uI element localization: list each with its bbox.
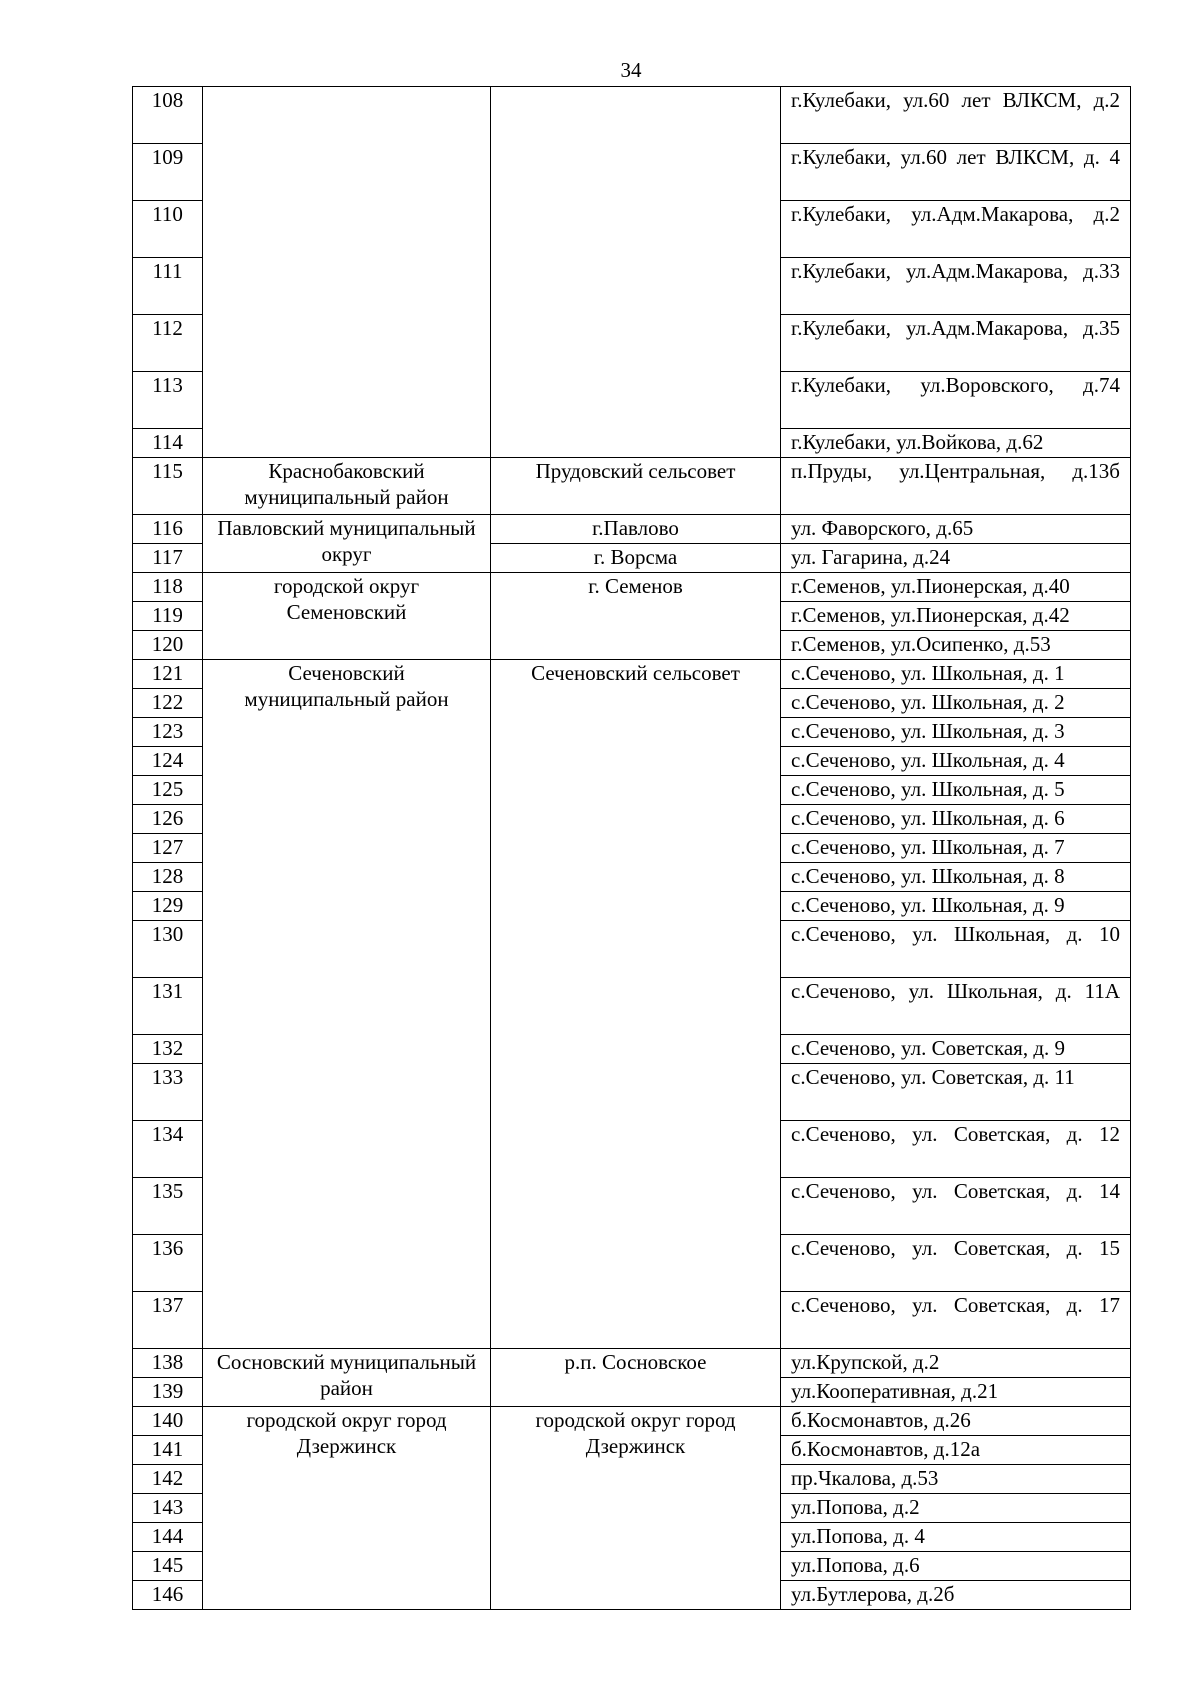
address-cell: с.Сеченово, ул. Школьная, д. 11А xyxy=(781,978,1131,1035)
address-cell: с.Сеченово, ул. Школьная, д. 10 xyxy=(781,921,1131,978)
row-number: 108 xyxy=(133,87,203,144)
row-number: 120 xyxy=(133,631,203,660)
row-number: 130 xyxy=(133,921,203,978)
address-cell: г.Семенов, ул.Пионерская, д.40 xyxy=(781,573,1131,602)
address-cell: г.Семенов, ул.Пионерская, д.42 xyxy=(781,602,1131,631)
table-row xyxy=(133,87,1131,144)
address-cell: ул. Фаворского, д.65 xyxy=(781,515,1131,544)
table-row xyxy=(133,515,1131,544)
row-number: 139 xyxy=(133,1378,203,1407)
row-number: 124 xyxy=(133,747,203,776)
settlement-cell-kulebaki xyxy=(491,87,781,458)
address-cell: ул.Крупской, д.2 xyxy=(781,1349,1131,1378)
row-number: 127 xyxy=(133,834,203,863)
table-row xyxy=(133,573,1131,602)
address-cell: с.Сеченово, ул. Школьная, д. 7 xyxy=(781,834,1131,863)
row-number: 133 xyxy=(133,1064,203,1121)
row-number: 115 xyxy=(133,458,203,515)
polling-addresses-table xyxy=(132,86,1131,1610)
address-cell: с.Сеченово, ул. Школьная, д. 2 xyxy=(781,689,1131,718)
row-number: 134 xyxy=(133,1121,203,1178)
row-number: 140 xyxy=(133,1407,203,1436)
table-row xyxy=(133,660,1131,689)
address-cell: с.Сеченово, ул. Советская, д. 11 xyxy=(781,1064,1131,1121)
address-cell: с.Сеченово, ул. Советская, д. 9 xyxy=(781,1035,1131,1064)
address-cell: с.Сеченово, ул. Школьная, д. 5 xyxy=(781,776,1131,805)
row-number: 118 xyxy=(133,573,203,602)
address-cell: б.Космонавтов, д.26 xyxy=(781,1407,1131,1436)
row-number: 141 xyxy=(133,1436,203,1465)
address-cell: г.Кулебаки, ул.Адм.Макарова, д.35 xyxy=(781,315,1131,372)
address-cell: с.Сеченово, ул. Школьная, д. 9 xyxy=(781,892,1131,921)
address-cell: г.Кулебаки, ул.Адм.Макарова, д.2 xyxy=(781,201,1131,258)
address-cell: ул.Кооперативная, д.21 xyxy=(781,1378,1131,1407)
page-number: 34 xyxy=(620,58,642,82)
row-number: 125 xyxy=(133,776,203,805)
row-number: 128 xyxy=(133,863,203,892)
settlement-cell-pavlovsky-2: г. Ворсма xyxy=(491,544,781,573)
row-number: 123 xyxy=(133,718,203,747)
district-cell-pavlovsky: Павловский муниципальный округ xyxy=(203,515,491,573)
row-number: 113 xyxy=(133,372,203,429)
address-cell: с.Сеченово, ул. Школьная, д. 8 xyxy=(781,863,1131,892)
address-cell: ул. Гагарина, д.24 xyxy=(781,544,1131,573)
table-row xyxy=(133,1349,1131,1378)
row-number: 112 xyxy=(133,315,203,372)
settlement-cell-krasnobakovsky: Прудовский сельсовет xyxy=(491,458,781,515)
address-cell: с.Сеченово, ул. Советская, д. 17 xyxy=(781,1292,1131,1349)
settlement-cell-dzerzhinsk: городской округ город Дзержинск xyxy=(491,1407,781,1610)
address-cell: б.Космонавтов, д.12а xyxy=(781,1436,1131,1465)
address-cell: г.Семенов, ул.Осипенко, д.53 xyxy=(781,631,1131,660)
row-number: 110 xyxy=(133,201,203,258)
address-cell: с.Сеченово, ул. Школьная, д. 6 xyxy=(781,805,1131,834)
row-number: 111 xyxy=(133,258,203,315)
address-cell: г.Кулебаки, ул.Войкова, д.62 xyxy=(781,429,1131,458)
address-cell: г.Кулебаки, ул.Воровского, д.74 xyxy=(781,372,1131,429)
address-cell: с.Сеченово, ул. Школьная, д. 4 xyxy=(781,747,1131,776)
address-cell: п.Пруды, ул.Центральная, д.13б xyxy=(781,458,1131,515)
settlement-cell-semenovsky: г. Семенов xyxy=(491,573,781,660)
district-cell-krasnobakovsky: Краснобаковский муниципальный район xyxy=(203,458,491,515)
address-cell: ул.Попова, д.2 xyxy=(781,1494,1131,1523)
address-cell: ул.Попова, д. 4 xyxy=(781,1523,1131,1552)
district-cell-dzerzhinsk: городской округ город Дзержинск xyxy=(203,1407,491,1610)
district-cell-sechenovsky: Сеченовский муниципальный район xyxy=(203,660,491,1349)
row-number: 119 xyxy=(133,602,203,631)
district-cell-kulebaki xyxy=(203,87,491,458)
address-cell: пр.Чкалова, д.53 xyxy=(781,1465,1131,1494)
address-cell: с.Сеченово, ул. Советская, д. 12 xyxy=(781,1121,1131,1178)
row-number: 117 xyxy=(133,544,203,573)
address-cell: с.Сеченово, ул. Школьная, д. 3 xyxy=(781,718,1131,747)
row-number: 109 xyxy=(133,144,203,201)
address-cell: с.Сеченово, ул. Советская, д. 14 xyxy=(781,1178,1131,1235)
settlement-cell-sosnovsky: р.п. Сосновское xyxy=(491,1349,781,1407)
row-number: 129 xyxy=(133,892,203,921)
address-cell: с.Сеченово, ул. Школьная, д. 1 xyxy=(781,660,1131,689)
settlement-cell-pavlovsky: г.Павлово xyxy=(491,515,781,544)
row-number: 138 xyxy=(133,1349,203,1378)
address-cell: г.Кулебаки, ул.60 лет ВЛКСМ, д. 4 xyxy=(781,144,1131,201)
table-row xyxy=(133,1407,1131,1436)
address-cell: г.Кулебаки, ул.Адм.Макарова, д.33 xyxy=(781,258,1131,315)
row-number: 114 xyxy=(133,429,203,458)
address-cell: с.Сеченово, ул. Советская, д. 15 xyxy=(781,1235,1131,1292)
row-number: 146 xyxy=(133,1581,203,1610)
row-number: 144 xyxy=(133,1523,203,1552)
row-number: 137 xyxy=(133,1292,203,1349)
settlement-cell-sechenovsky: Сеченовский сельсовет xyxy=(491,660,781,1349)
row-number: 142 xyxy=(133,1465,203,1494)
row-number: 131 xyxy=(133,978,203,1035)
row-number: 126 xyxy=(133,805,203,834)
row-number: 145 xyxy=(133,1552,203,1581)
row-number: 136 xyxy=(133,1235,203,1292)
address-cell: ул.Бутлерова, д.2б xyxy=(781,1581,1131,1610)
row-number: 143 xyxy=(133,1494,203,1523)
row-number: 122 xyxy=(133,689,203,718)
address-cell: ул.Попова, д.6 xyxy=(781,1552,1131,1581)
row-number: 132 xyxy=(133,1035,203,1064)
address-cell: г.Кулебаки, ул.60 лет ВЛКСМ, д.2 xyxy=(781,87,1131,144)
row-number: 121 xyxy=(133,660,203,689)
district-cell-sosnovsky: Сосновский муниципальный район xyxy=(203,1349,491,1407)
row-number: 135 xyxy=(133,1178,203,1235)
row-number: 116 xyxy=(133,515,203,544)
district-cell-semenovsky: городской округ Семеновский xyxy=(203,573,491,660)
table-row xyxy=(133,458,1131,515)
